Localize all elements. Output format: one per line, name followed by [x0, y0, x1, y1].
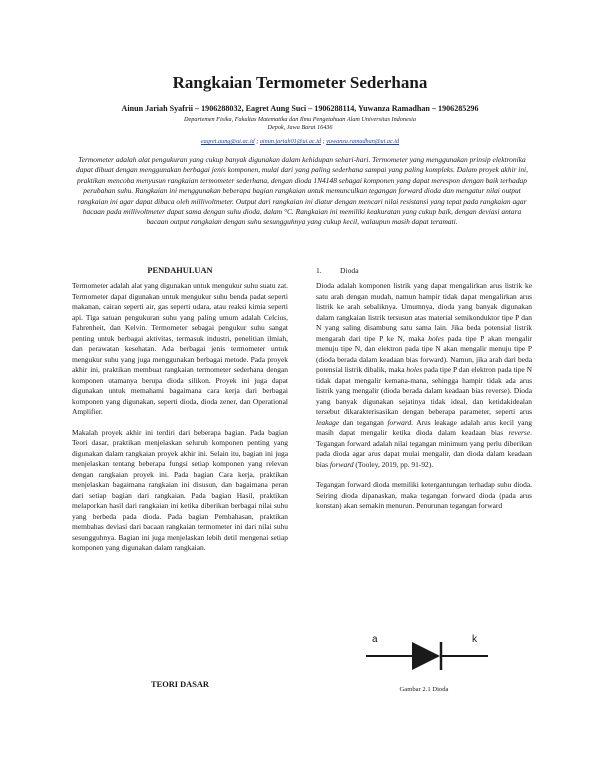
- email-link-3[interactable]: yuwanza.ramadhan@ui.ac.id: [326, 138, 400, 145]
- paper-title: Rangkaian Termometer Sederhana: [172, 73, 428, 92]
- email-link-1[interactable]: eagret.aung@ui.ac.id: [200, 138, 255, 145]
- cathode-label: k: [472, 634, 477, 645]
- intro-paragraph-2: Makalah proyek akhir ini terdiri dari beberapa bagian. Pada bagian Teori dasar, praktikan menjelaskan seluruh komponen penting yang digunakan dalam rangkaian proyek akhir ini. Selain itu, bagian ini juga menjelaskan tentang beberapa fungsi setiap komponen yang relevan dengan rangkaian proyek ini. Pada bagian Cara kerja, praktikan menjelaskan bagaimana rangkaian ini disusun, dan bagaimana peran dari setiap bagian dari rangkaian. Pada bagian Hasil, praktikan melaporkan hasil dari rangkaian ini ketika diberikan berbagai nilai suhu yang berbeda pada dioda. Pada bagian Pembahasan, praktikan membahas deviasi dari bacaan rangkaian termometer ini dari nilai suhu sesungguhnya. Bagian ini juga menjelaskan lebih detil mengenai setiap komponen yang digunakan dalam rangkaian.: [72, 427, 288, 552]
- abstract: Termometer adalah alat pengukuran yang cukup banyak digunakan dalam kehidupan sehari-hari. Termometer yang menggunakan prinsip elektronika dapat dibuat dengan menggunakan berbagai jenis komponen, mulai dari yang paling sederhana sampai yang paling kompleks. Dalam proyek akhir ini, praktikan mencoba menyusun rangkaian termometer sederhana, dengan dioda 1N4148 sebagai komponen yang dapat merespon dengan baik terhadap perubahan suhu. Rangkaian ini menggunakan beberapa bagian rangkaian untuk memunculkan tegangan forward dioda dan mengatur nilai output rangkaian ini agar dapat dibaca oleh millivoltmeter. Output dari rangkaian ini diatur dengan mencari nilai resistansi yang tepat pada rangkaian agar bacaan pada millivoltmeter dapat sama dengan suhu dioda, dalam °C. Rangkaian ini memiliki keakuratan yang cukup baik, dengan deviasi antara bacaan output rangkaian dengan suhu sesungguhnya yang cukup kecil, walaupun masih dapat teramati.: [76, 155, 528, 227]
- section-heading-pendahuluan: PENDAHULUAN: [147, 266, 213, 275]
- subsection-number: 1.: [316, 266, 322, 275]
- author-emails: [0, 138, 600, 145]
- email-separator: ;: [321, 138, 327, 145]
- dioda-paragraph-2: Tegangan forward dioda memiliki ketergantungan terhadap suhu dioda. Seiring dioda dipanaskan, maka tegangan forward dioda (pada arus konstan) akan semakin menurun. Penurunan tegangan forward: [316, 480, 532, 510]
- section-heading-teori-dasar: TEORI DASAR: [151, 680, 209, 689]
- dioda-paragraph-1: Dioda adalah komponen listrik yang dapat mengalirkan arus listrik ke satu arah dengan mudah, namun hampir tidak dapat mengalirkan arus listrik ke arah sebaliknya. Umumnya, dioda yang banyak digunakan dalam rangkaian listrik tersusun atas material semikonduktor tipe P dan N yang saling disambung satu sama lain. Jika beda potensial listrik mengarah dari tipe P ke N, maka holes pada tipe P akan mengalir menuju tipe N, dan elektron pada tipe N akan mengalir menuju tipe P (dioda berada dalam keadaan bias forward). Namun, jika arah dari beda potensial listrik dibalik, maka holes pada tipe P dan elektron pada tipe N tidak dapat mengalir kemana-mana, sehingga hampir tidak ada arus listrik yang mengalir (dioda berada dalam keadaan bias reverse). Dioda yang banyak digunakan sejatinya tidak ideal, dan ketidakidealan tersebut dikarakterisasikan dengan beberapa parameter, seperti arus leakage dan tegangan forward. Arus leakage adalah arus kecil yang masih dapat mengalir ketika dioda dalam keadaan bias reverse. Tegangan forward adalah nilai tegangan minimum yang perlu diberikan pada dioda agar arus dapat mulai mengalir, dan dioda dalam keadaan bias forward (Tooley, 2019, pp. 91-92).: [316, 281, 532, 469]
- anode-label: a: [372, 634, 378, 645]
- intro-paragraph-1: Termometer adalah alat yang digunakan untuk mengukur suhu suatu zat. Termometer dapat digunakan untuk mengukur suhu benda padat seperti makanan, cairan seperti air, gas seperti udara, atau reaksi kimia seperti api. Tiga satuan pengukuran suhu yang paling umum adalah Celcius, Fahrenheit, dan Kelvin. Termometer sebagai pengukur suhu sangat penting untuk berbagai aktivitas, termasuk industri, penelitian ilmiah, dan perawatan kesehatan. Ada berbagai jenis termometer untuk mengukur suhu yang juga menggunakan berbagai metode. Pada proyek akhir ini, praktikan membuat rangkaian termometer sederhana dengan komponen utamanya berupa dioda silikon. Proyek ini juga dapat digunakan untuk memahami bagaimana cara kerja dari berbagai komponen yang digunakan, seperti dioda, dioda zener, dan Operational Amplifier.: [72, 281, 288, 416]
- diode-triangle: [412, 642, 440, 670]
- left-column: [72, 281, 288, 564]
- email-link-2[interactable]: ainun.jariah01@ui.ac.id: [259, 138, 322, 145]
- email-separator: ;: [254, 138, 260, 145]
- diode-symbol-figure: [364, 630, 490, 676]
- author-list: Ainun Jariah Syafrii – 1906288032, Eagret Aung Suci – 1906288114, Yuwanza Ramadhan – 1906285296: [121, 104, 479, 113]
- affiliation-line-1: Departemen Fisika, Fakultas Matematika dan Ilmu Pengetahuan Alam Universitas Indonesia: [184, 116, 416, 123]
- subsection-label: Dioda: [340, 266, 359, 275]
- figure-caption: Gambar 2.1 Dioda: [399, 686, 449, 693]
- affiliation-line-2: Depok, Jawa Barat 16436: [267, 124, 333, 131]
- subsection-heading-dioda: [316, 266, 359, 275]
- right-column: [316, 281, 532, 522]
